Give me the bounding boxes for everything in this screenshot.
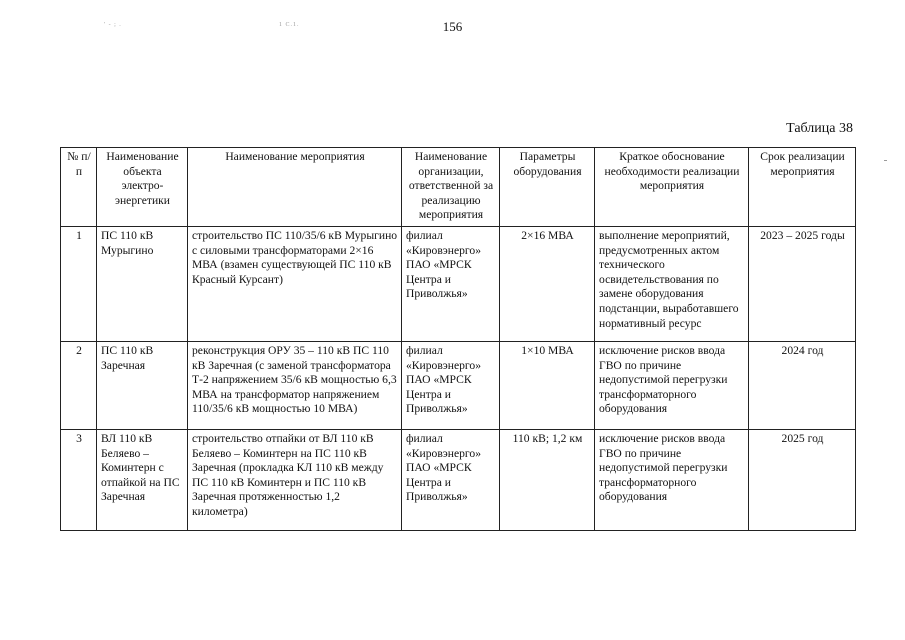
cell-term: 2025 год — [749, 429, 856, 530]
cell-parameters: 1×10 МВА — [500, 341, 595, 429]
header-cell-organization: Наименование организации, ответственной за реализацию мероприятия — [402, 148, 500, 227]
cell-organization: филиал «Кировэнерго» ПАО «МРСК Центра и Приволжья» — [402, 429, 500, 530]
cell-number: 3 — [61, 429, 97, 530]
table-caption: Таблица 38 — [786, 121, 853, 136]
measures-table — [60, 147, 856, 531]
cell-measure: строительство ПС 110/35/6 кВ Мурыгино с силовыми трансформаторами 2×16 МВА (взамен существующей ПС 110 кВ Красный Курсант) — [188, 226, 402, 341]
cell-measure: реконструкция ОРУ 35 – 110 кВ ПС 110 кВ Заречная (с заменой трансформатора Т-2 напряжением 35/6 кВ мощностью 6,3 МВА на трансформатор напряжением 110/35/6 кВ мощностью 10 МВА) — [188, 341, 402, 429]
header-cell-term: Срок реализации мероприятия — [749, 148, 856, 227]
cell-term: 2023 – 2025 годы — [749, 226, 856, 341]
table-header-row — [61, 148, 856, 227]
cell-term: 2024 год — [749, 341, 856, 429]
scan-edge-mark — [884, 160, 887, 161]
table-row — [61, 226, 856, 341]
cell-organization: филиал «Кировэнерго» ПАО «МРСК Центра и Приволжья» — [402, 226, 500, 341]
header-cell-measure: Наименование мероприятия — [188, 148, 402, 227]
table-row — [61, 429, 856, 530]
cell-parameters: 2×16 МВА — [500, 226, 595, 341]
scan-mark: 1 С.1. — [279, 22, 300, 28]
cell-justification: выполнение мероприятий, предусмотренных актом технического освидетельствования по замене оборудования подстанции, выработавшего нормативный ресурс — [595, 226, 749, 341]
header-cell-number: № п/п — [61, 148, 97, 227]
cell-justification: исключение рисков ввода ГВО по причине недопустимой перегрузки трансформаторного оборудования — [595, 429, 749, 530]
cell-number: 2 — [61, 341, 97, 429]
cell-parameters: 110 кВ; 1,2 км — [500, 429, 595, 530]
scan-mark: ' - ; . — [104, 22, 122, 28]
table-row — [61, 341, 856, 429]
header-cell-parameters: Параметры оборудования — [500, 148, 595, 227]
header-cell-justification: Краткое обоснование необходимости реализации мероприятия — [595, 148, 749, 227]
cell-number: 1 — [61, 226, 97, 341]
page-number: 156 — [442, 19, 463, 34]
cell-object: ПС 110 кВ Мурыгино — [97, 226, 188, 341]
header-cell-object: Наименование объекта электро-энергетики — [97, 148, 188, 227]
cell-object: ВЛ 110 кВ Беляево – Коминтерн с отпайкой на ПС Заречная — [97, 429, 188, 530]
cell-justification: исключение рисков ввода ГВО по причине недопустимой перегрузки трансформаторного оборудования — [595, 341, 749, 429]
cell-measure: строительство отпайки от ВЛ 110 кВ Беляево – Коминтерн на ПС 110 кВ Заречная (прокладка КЛ 110 кВ между ПС 110 кВ Коминтерн и ПС 110 кВ Заречная протяженностью 1,2 километра) — [188, 429, 402, 530]
cell-organization: филиал «Кировэнерго» ПАО «МРСК Центра и Приволжья» — [402, 341, 500, 429]
cell-object: ПС 110 кВ Заречная — [97, 341, 188, 429]
